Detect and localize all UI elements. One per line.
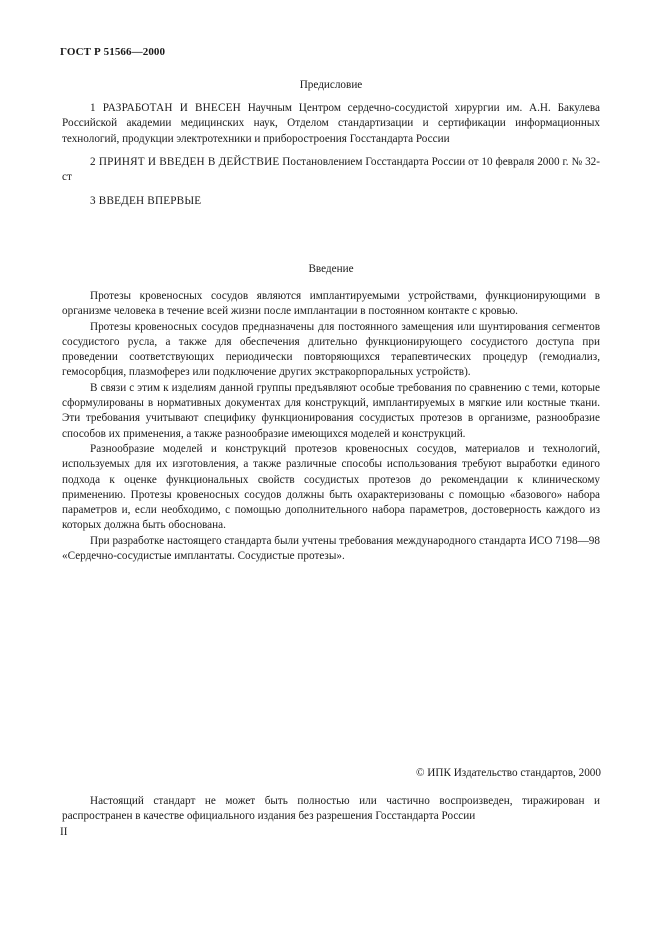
introduction-body (62, 289, 600, 564)
foreword-item-lead: 2 ПРИНЯТ И ВВЕДЕН В ДЕЙСТВИЕ (90, 156, 280, 168)
standard-designation: ГОСТ Р 51566—2000 (60, 46, 166, 58)
reproduction-notice (62, 794, 600, 825)
foreword-item-1 (62, 101, 600, 147)
foreword-item-3 (62, 194, 600, 209)
copyright-line: © ИПК Издательство стандартов, 2000 (415, 767, 601, 779)
introduction-paragraph: Разнообразие моделей и конструкций протезов кровеносных сосудов, материалов и технологий, используемых для их изготовления, а также различные способы использования требуют выработки единого подхода к оценке функциональных свойств сосудистых протезов до рекомендации к клиническому применению. Протезы кровеносных сосудов должны быть охарактеризованы с помощью «базового» набора параметров и, если необходимо, с помощью дополнительного набора параметров, достоверность каждого из которых должна быть обоснована. (62, 442, 600, 532)
introduction-paragraph: При разработке настоящего стандарта были учтены требования международного стандарта ИСО 7198—98 «Сердечно-сосудистые имплантаты. Сосудистые протезы». (62, 534, 600, 563)
introduction-paragraph: Протезы кровеносных сосудов являются имплантируемыми устройствами, функционирующими в организме человека в течение всей жизни после имплантации в постоянном контакте с кровью. (62, 290, 600, 318)
foreword-item-lead: 1 РАЗРАБОТАН И ВНЕСЕН (90, 102, 241, 114)
foreword-item-2 (62, 155, 600, 186)
introduction-paragraph: В связи с этим к изделиям данной группы предъявляют особые требования по сравнению с теми, которые сформулированы в нормативных документах для конструкций, имплантируемых в мягкие или костные ткани. Эти требования учитывают специфику функционирования сосудистых протезов в организме, разнообразие способов их применения, а также разнообразие имеющихся моделей и конструкций. (62, 381, 600, 440)
page-number: II (60, 826, 68, 838)
notice-text: Настоящий стандарт не может быть полностью или частично воспроизведен, тиражирован и распространен в качестве официального издания без разрешения Госстандарта России (62, 795, 600, 823)
foreword-item-text: Научным Центром сердечно-сосудистой хирургии им. А.Н. Бакулева Российской академии медицинских наук, Отделом стандартизации и сертификации информационных технологий, продукции электротехники и приборостроения Госстандарта России (62, 102, 600, 145)
foreword-title: Предисловие (299, 79, 363, 91)
foreword-item-lead: 3 ВВЕДЕН ВПЕРВЫЕ (90, 195, 202, 207)
introduction-paragraph: Протезы кровеносных сосудов предназначены для постоянного замещения или шунтирования сегментов сосудистого русла, а также для обеспечения длительно функционирующего сосудистого доступа при проведении соответствующих периодически повторяющихся терапевтических процедур (гемодиализ, гемосорбция, плазмоферез или подключение других экстракорпоральных устройств). (62, 320, 600, 379)
foreword-item-text: Постановлением Госстандарта России от 10 февраля 2000 г. № 32-ст (62, 156, 600, 184)
introduction-title: Введение (308, 263, 354, 275)
